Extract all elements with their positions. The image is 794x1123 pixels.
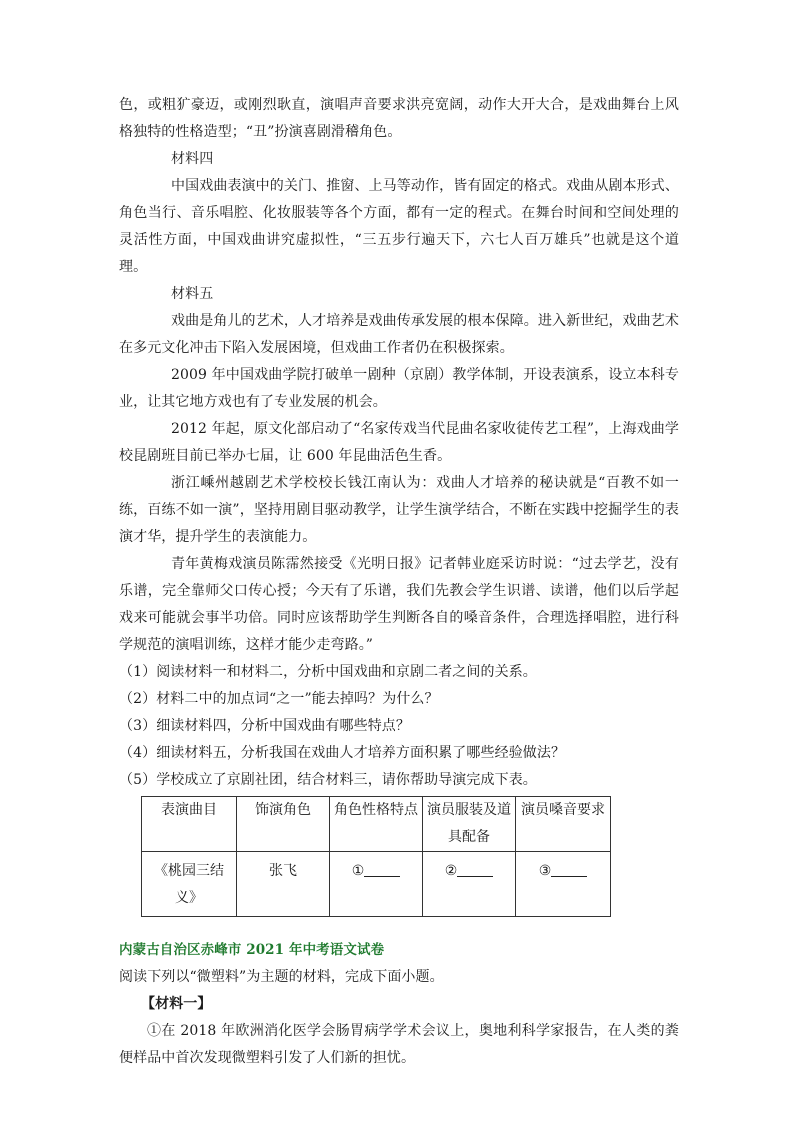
section-intro: 阅读下列以“微塑料”为主题的材料，完成下面小题。 <box>119 969 444 985</box>
material-5-paragraph-2: 2009 年中国戏曲学院打破单一剧种（京剧）教学体制，开设表演系，设立本科专业，让其它地方戏也有了专业发展的机会。 <box>119 367 679 410</box>
material-5-label: 材料五 <box>171 286 214 302</box>
blank-line <box>551 860 587 877</box>
blank-marker-2: ② <box>444 863 458 879</box>
section-heading: 内蒙古自治区赤峰市 2021 年中考语文试卷 <box>119 942 385 958</box>
material-4-label: 材料四 <box>171 151 214 167</box>
material-4-text: 中国戏曲表演中的关门、推窗、上马等动作，皆有固定的格式。戏曲从剧本形式、角色当行、音乐唱腔、化妆服装等各个方面，都有一定的程式。在舞台时间和空间处理的灵活性方面，中国戏曲讲究虚拟性，“三五步行遍天下，六七人百万雄兵”也就是这个道理。 <box>119 178 679 275</box>
question-3: （3）细读材料四，分析中国戏曲有哪些特点？ <box>119 718 411 734</box>
material-5-paragraph-4: 浙江嵊州越剧艺术学校校长钱江南认为：戏曲人才培养的秘诀就是“百教不如一练，百练不如一演”，坚持用剧目驱动教学，让学生演学结合，不断在实践中挖掘学生的表演才华，提升学生的表演能力。 <box>119 475 679 545</box>
question-1: （1）阅读材料一和材料二，分析中国戏曲和京剧二者之间的关系。 <box>119 664 537 680</box>
table-cell-blank-3[interactable] <box>516 852 611 917</box>
question-2: （2）材料二中的加点词“之一”能去掉吗？为什么？ <box>119 691 439 707</box>
document-content <box>119 92 679 1072</box>
blank-line <box>457 860 493 877</box>
table-cell-title: 《桃园三结义》 <box>142 852 237 917</box>
question-5: （5）学校成立了京剧社团，结合材料三，请你帮助导演完成下表。 <box>119 772 537 788</box>
answer-table <box>141 796 611 917</box>
blank-marker-1: ① <box>351 863 365 879</box>
material-1-label: 【材料一】 <box>141 996 212 1012</box>
table-header-cell: 角色性格特点 <box>330 797 423 852</box>
material-5-paragraph-3: 2012 年起，原文化部启动了“名家传戏当代昆曲名家收徒传艺工程”，上海戏曲学校昆剧班目前已举办七届，让 600 年昆曲活色生香。 <box>119 421 679 464</box>
blank-marker-3: ③ <box>538 863 552 879</box>
table-cell-blank-1[interactable] <box>330 852 423 917</box>
table-cell-role: 张飞 <box>237 852 330 917</box>
table-header-cell: 表演曲目 <box>142 797 237 852</box>
table-header-cell: 饰演角色 <box>237 797 330 852</box>
blank-line <box>364 860 400 877</box>
table-header-row <box>142 797 611 852</box>
material-5-paragraph-5: 青年黄梅戏演员陈霈然接受《光明日报》记者韩业庭采访时说：“过去学艺，没有乐谱，完全靠师父口传心授；今天有了乐谱，我们先教会学生识谱、读谱，他们以后学起戏来可能就会事半功倍。同时应该帮助学生判断各自的嗓音条件，合理选择唱腔，进行科学规范的演唱训练，这样才能少走弯路。” <box>119 556 679 653</box>
question-4: （4）细读材料五，分析我国在戏曲人才培养方面积累了哪些经验做法？ <box>119 745 566 761</box>
table-cell-blank-2[interactable] <box>423 852 516 917</box>
table-header-cell: 演员嗓音要求 <box>516 797 611 852</box>
material-5-paragraph-1: 戏曲是角儿的艺术，人才培养是戏曲传承发展的根本保障。进入新世纪，戏曲艺术在多元文化冲击下陷入发展困境，但戏曲工作者仍在积极探索。 <box>119 313 679 356</box>
material-1-paragraph-1: ①在 2018 年欧洲消化医学会肠胃病学学术会议上，奥地利科学家报告，在人类的粪便样品中首次发现微塑料引发了人们新的担忧。 <box>119 1023 679 1066</box>
table-header-cell: 演员服装及道具配备 <box>423 797 516 852</box>
table-row <box>142 852 611 917</box>
paragraph-continued: 色，或粗犷豪迈，或刚烈耿直，演唱声音要求洪亮宽阔，动作大开大合，是戏曲舞台上风格独特的性格造型；“丑”扮演喜剧滑稽角色。 <box>119 97 679 140</box>
